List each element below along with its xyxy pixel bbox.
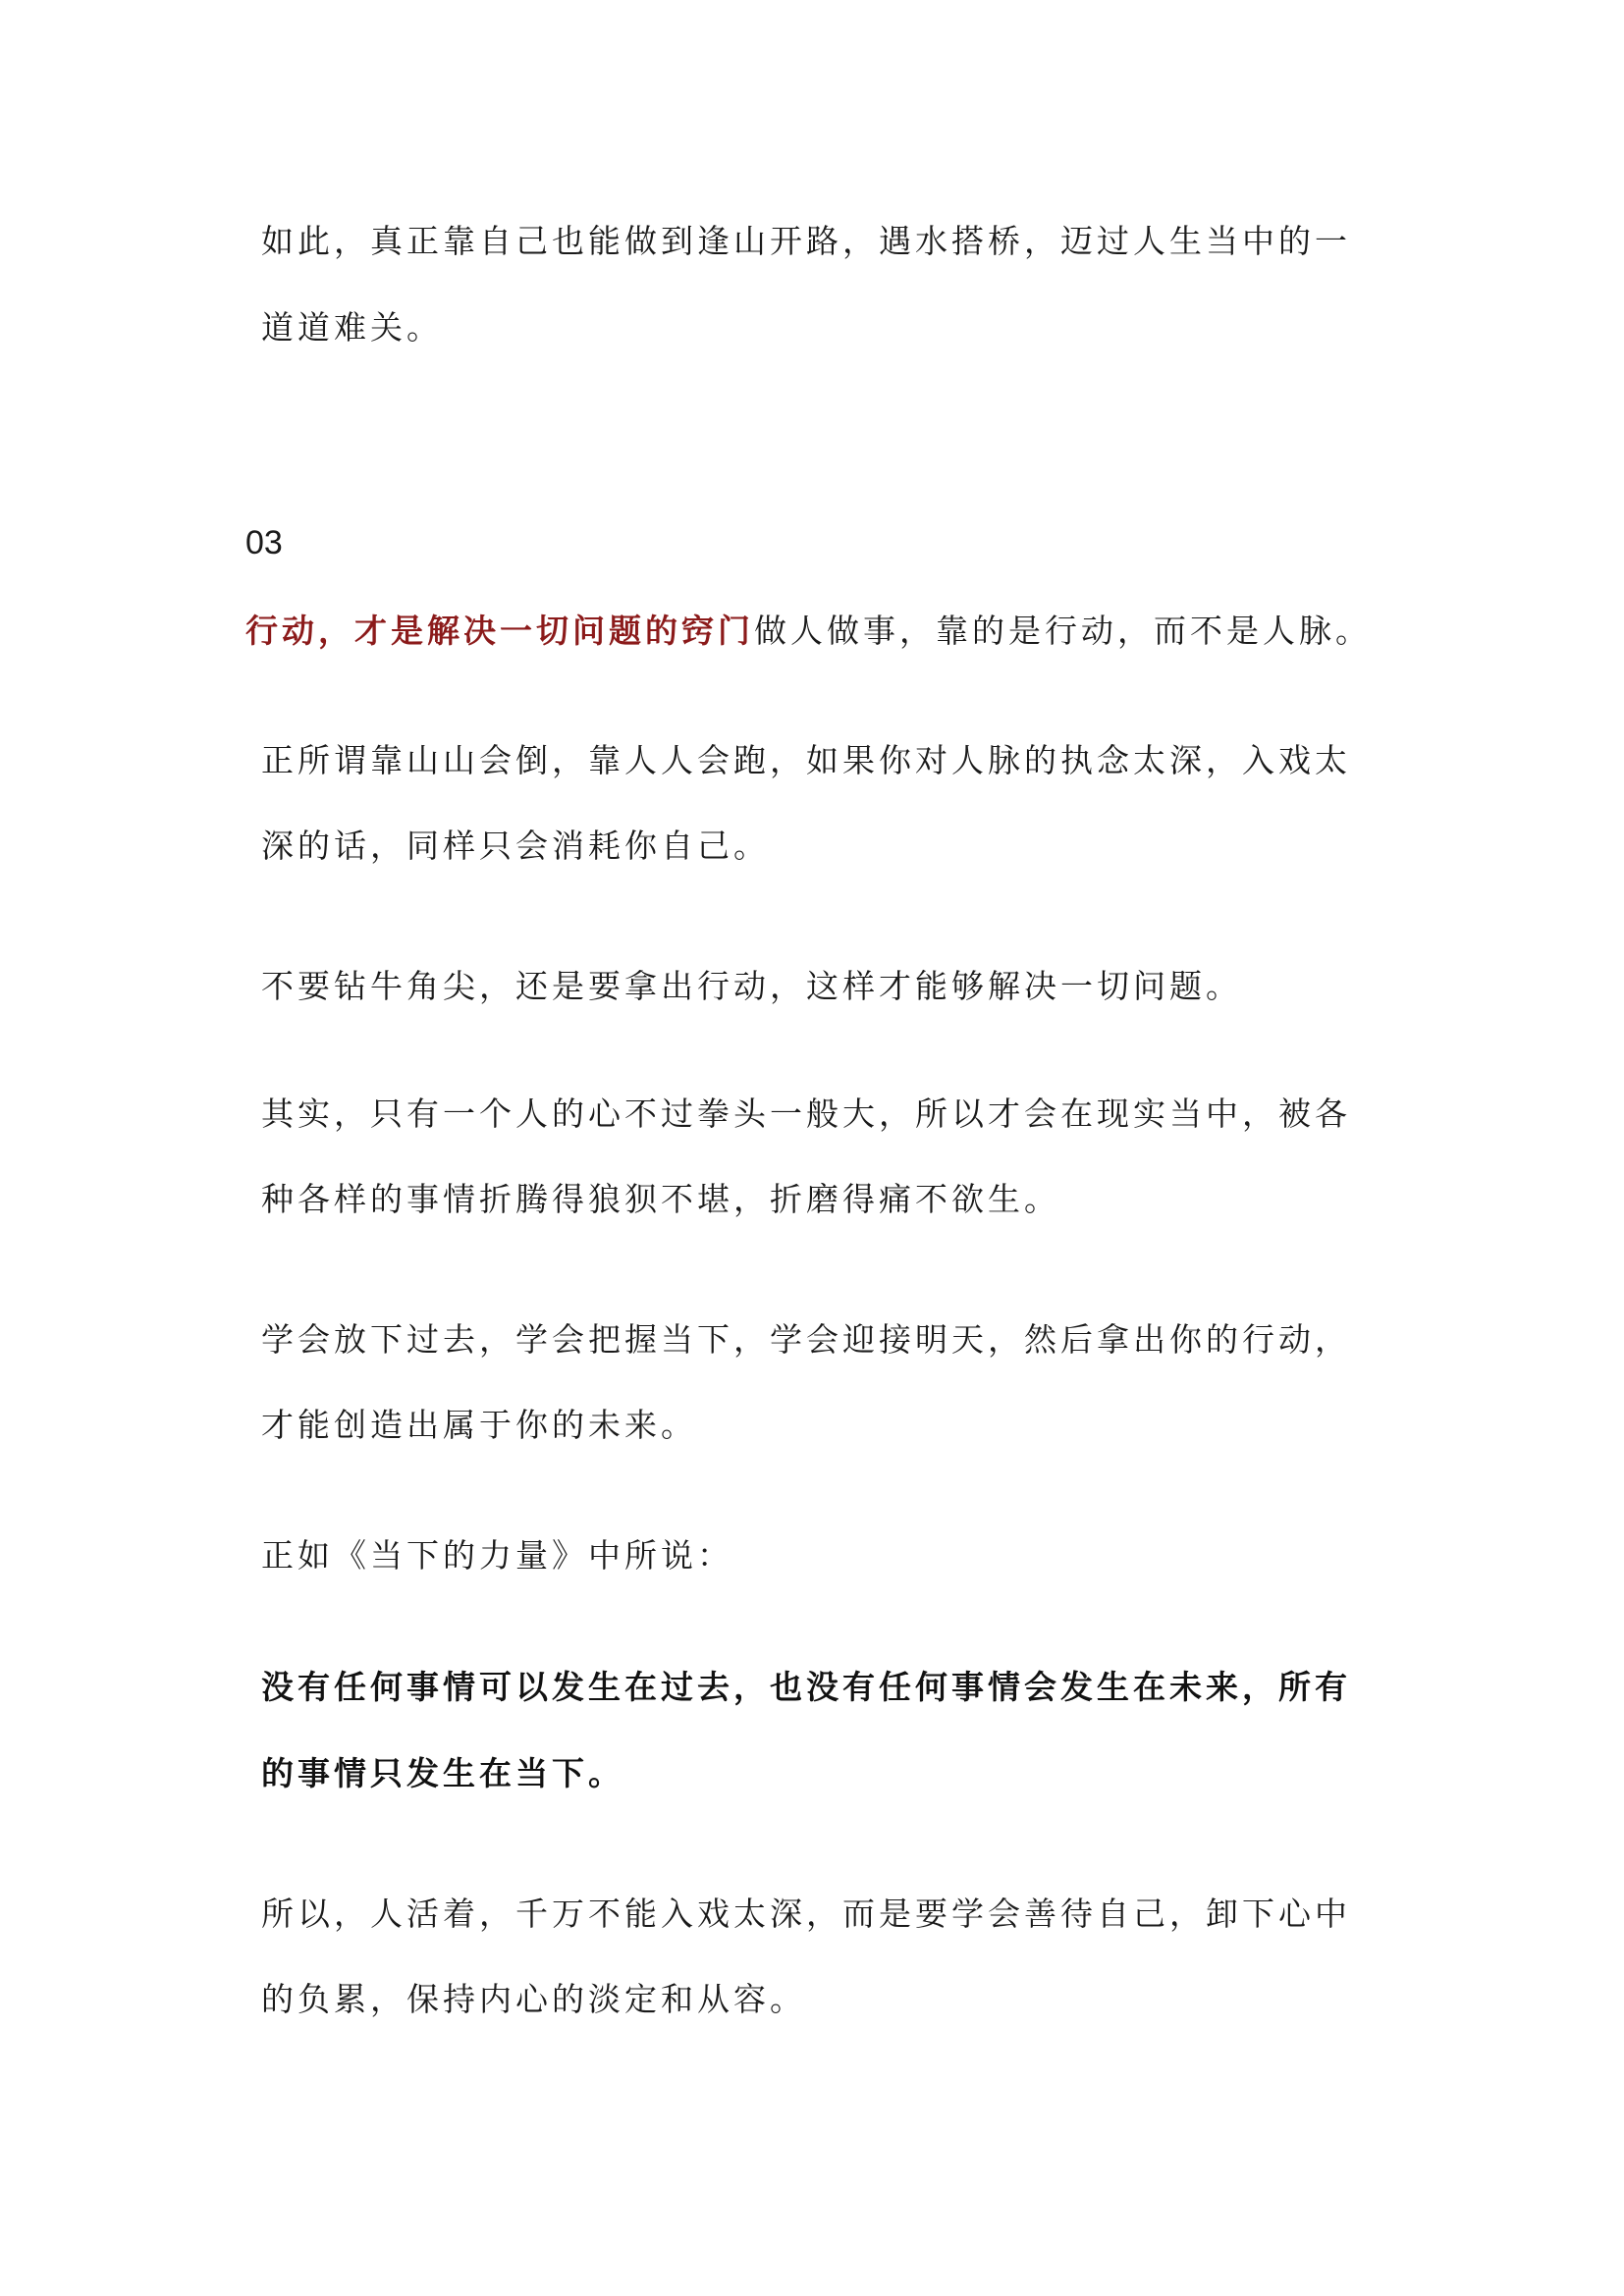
paragraph-5-line-1: 正如《当下的力量》中所说： xyxy=(261,1536,733,1575)
section-heading-rest: 做人做事，靠的是行动，而不是人脉。 xyxy=(754,612,1372,650)
quote-line-2: 的事情只发生在当下。 xyxy=(261,1754,624,1792)
paragraph-3-line-1: 其实，只有一个人的心不过拳头一般大，所以才会在现实当中，被各 xyxy=(261,1095,1351,1133)
paragraph-7-line-2: 的负累，保持内心的淡定和从容。 xyxy=(261,1980,806,2018)
paragraph-1-line-2: 深的话，同样只会消耗你自己。 xyxy=(261,827,770,865)
section-heading-highlight: 行动，才是解决一切问题的窍门 xyxy=(245,612,754,650)
intro-paragraph-line-1: 如此，真正靠自己也能做到逢山开路，遇水搭桥，迈过人生当中的一 xyxy=(261,222,1351,260)
paragraph-7-line-1: 所以，人活着，千万不能入戏太深，而是要学会善待自己，卸下心中 xyxy=(261,1895,1351,1933)
section-heading xyxy=(245,612,1372,651)
paragraph-4-line-2: 才能创造出属于你的未来。 xyxy=(261,1406,697,1444)
section-number: 03 xyxy=(245,524,283,561)
paragraph-1-line-1: 正所谓靠山山会倒，靠人人会跑，如果你对人脉的执念太深，入戏太 xyxy=(261,741,1351,779)
quote-line-1: 没有任何事情可以发生在过去，也没有任何事情会发生在未来，所有 xyxy=(261,1668,1351,1706)
paragraph-3-line-2: 种各样的事情折腾得狼狈不堪，折磨得痛不欲生。 xyxy=(261,1180,1060,1218)
paragraph-4-line-1: 学会放下过去，学会把握当下，学会迎接明天，然后拿出你的行动， xyxy=(261,1320,1351,1359)
intro-paragraph-line-2: 道道难关。 xyxy=(261,308,443,347)
paragraph-2-line-1: 不要钻牛角尖，还是要拿出行动，这样才能够解决一切问题。 xyxy=(261,967,1242,1005)
